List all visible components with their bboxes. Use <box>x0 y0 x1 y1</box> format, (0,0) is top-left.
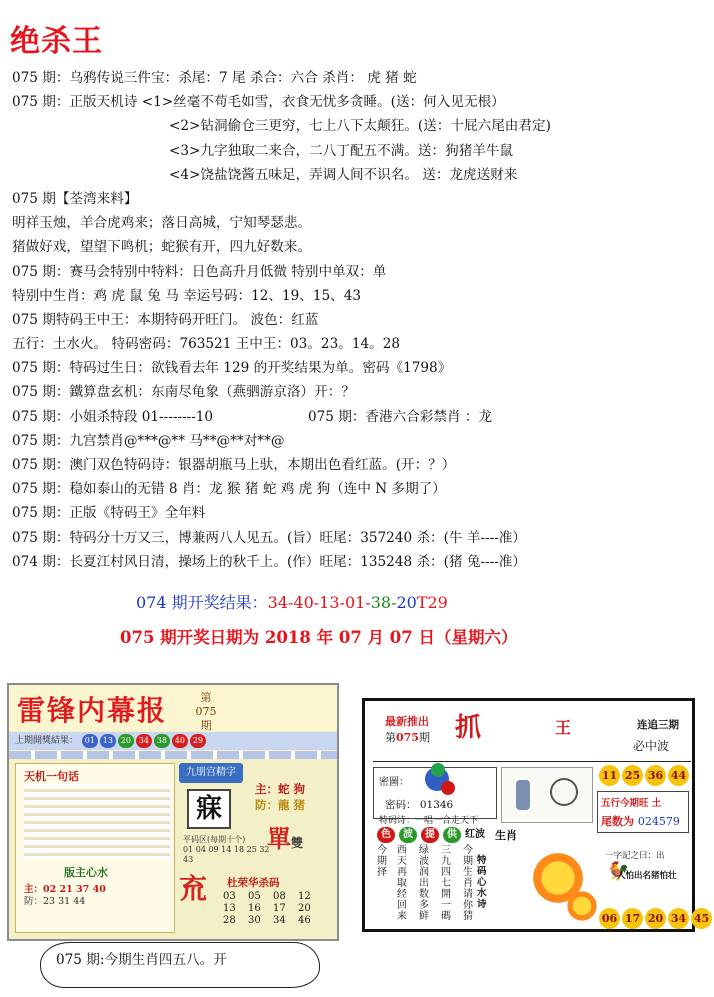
line-tianjishi <box>12 90 692 114</box>
zhua-title: 抓 <box>455 713 482 743</box>
line-taishan <box>12 477 692 501</box>
pingma <box>183 835 275 864</box>
tema-poem: 特码诗：一唱一合走天下 <box>379 816 479 826</box>
sha-number: 28 <box>223 915 236 926</box>
sha-number: 46 <box>298 915 311 926</box>
line-text: 明祥玉烛，羊合虎鸡来；落日高城，宁知琴瑟悲。 <box>12 215 312 232</box>
balls-label: 上期開獎結果： <box>15 736 79 746</box>
weishu-value: 024579 <box>637 815 680 828</box>
line-text: 075 期：正版《特码王》全年料 <box>12 505 206 522</box>
jiugong-char: 寐 <box>187 789 231 829</box>
ball-icon <box>441 781 455 795</box>
wuxing-label: 五行今期旺 土 <box>601 798 662 809</box>
weishu-label: 尾数为 <box>601 815 634 828</box>
line-quanwan-2 <box>12 235 692 259</box>
color-tags <box>377 825 485 843</box>
poem-column: 三九四七開一碼 <box>441 845 451 922</box>
tag: 色 <box>377 827 395 843</box>
result-ball: 40 <box>172 734 188 748</box>
xinshui-numbers <box>24 884 106 908</box>
result-ball: 13 <box>100 734 116 748</box>
tag-tail: 红波 <box>465 829 485 840</box>
figure-icon <box>516 780 530 810</box>
line-text: 075 期【荃湾来料】 <box>12 190 138 207</box>
line-text: 075 期：小姐杀特段 01--------10 <box>12 408 214 425</box>
line-text: 075 期特码王中王：本期特码开旺门。 波色：红蓝 <box>12 311 319 328</box>
divider <box>373 761 691 762</box>
line-text: <4>饶盐饶酱五味足，弄调人间不识名。 送：龙虎送财来 <box>169 166 518 183</box>
result-ball: 01 <box>82 734 98 748</box>
sha-grid <box>223 891 333 927</box>
line-text: 075 期：稳如泰山的无错 8 肖：龙 猴 猪 蛇 鸡 虎 狗（连中 N 多期了） <box>12 481 446 498</box>
line-text-right: 075 期：香港六合彩禁肖 ：龙 <box>308 408 493 425</box>
tianji-rows <box>24 784 170 860</box>
page-title: 绝杀王 <box>10 24 103 59</box>
line-text: 075 期：赛马会特别中特料：日色高升月低微 特别中单双：单 <box>12 263 387 280</box>
sha-number: 05 <box>248 891 261 902</box>
result-number: 38- <box>370 593 397 612</box>
result-number: 34- <box>267 593 294 612</box>
mitu-label: 密圖： <box>379 777 409 788</box>
issue-prefix: 第 <box>385 731 396 744</box>
main-zodiac <box>255 781 305 813</box>
tianji-box <box>15 763 175 933</box>
tema-xinshui: 特码心水诗 <box>477 855 487 910</box>
sha-number: 12 <box>298 891 311 902</box>
number-ball: 36 <box>645 765 666 786</box>
line-text: 075 期：正版天机诗 <1>丝毫不苟毛如雪，衣食无忧多贪睡。(送：何入见无根） <box>12 94 505 111</box>
sha-number: 17 <box>273 903 286 914</box>
line-temawang <box>12 501 692 525</box>
poem-column: 绿波润出数多鲜 <box>419 845 429 922</box>
line-text: 075 期：特码过生日：欲钱看去年 129 的开奖结果为单。密码《1798》 <box>12 360 452 377</box>
rooster-icon: 🐓 <box>607 861 630 882</box>
line-text: 075 期：澳门双色特码诗：银器胡瓶马上驮，本期出色看红蓝。(开：？） <box>12 457 456 473</box>
number-ball: 20 <box>645 908 666 929</box>
main-line: 主：蛇 狗 <box>255 782 306 796</box>
ren-label: 人怕出名猪怕壮 <box>617 871 677 881</box>
sha-title: 杜荣华杀码 <box>227 877 280 889</box>
line-075-wangwei <box>12 526 692 550</box>
sha-number: 13 <box>223 903 236 914</box>
line-shaweisanjianbao <box>12 66 692 90</box>
number-ball: 44 <box>668 765 689 786</box>
sha-number: 30 <box>248 915 261 926</box>
line-saimahui <box>12 260 692 284</box>
line-text: <2>钻洞偷仓三更穷，七上八下太颠狂。(送：十屁六尾由君定) <box>169 118 551 135</box>
zhu-numbers: 主：02 21 37 40 <box>24 884 106 895</box>
jiugong-label: 九朋宫精字 <box>179 763 243 783</box>
line-xiaojie <box>12 405 692 429</box>
number-ball: 17 <box>622 908 643 929</box>
number-ball: 06 <box>599 908 620 929</box>
result-number: 01- <box>344 593 371 612</box>
line-text: 075 期：鐵算盘玄机：东南尽龟象（燕驷游京洛）开：？ <box>12 384 355 401</box>
mima: 密码： 01346 <box>385 799 454 811</box>
issue-number: 075 <box>396 731 419 744</box>
line-tianjishi-3 <box>12 139 692 163</box>
line-text: 五行：土水火。 特码密码：763521 王中王：03。23。14。28 <box>12 336 401 353</box>
issue-suffix: 期 <box>418 731 430 744</box>
bubble-text: 075 期:今期生肖四五八。开 <box>56 952 227 968</box>
top-numbers <box>599 765 691 786</box>
line-tianjishi-2 <box>12 114 692 138</box>
ball-icon <box>431 763 445 777</box>
line-text: 075 期：乌鸦传说三件宝：杀尾：7 尾 杀合：六合 杀肖： 虎 猪 蛇 <box>12 70 417 86</box>
line-text: 074 期：长夏江村风日清，操场上的秋千上。(作）旺尾：135248 杀：(猪 兔----准） <box>12 553 526 570</box>
sha-number: 08 <box>273 891 286 902</box>
line-wangzhongwang <box>12 308 692 332</box>
number-ball: 34 <box>668 908 689 929</box>
draw-date: 075 期开奖日期为 2018 年 07 月 07 日（星期六） <box>120 628 518 647</box>
shuang: 雙 <box>291 836 304 850</box>
line-text: 猪做好戏，望望下鸣机；蛇猴有开，四九好数来。 <box>12 239 312 256</box>
lianzhui-label: 连追三期 <box>637 719 679 731</box>
sha-number: 03 <box>223 891 236 902</box>
last-result-balls <box>9 732 337 750</box>
tag: 供 <box>443 827 461 843</box>
panel-issue: 第075期 <box>195 691 217 732</box>
bizhong-label: 必中波 <box>633 739 670 753</box>
pingma-numbers: 01 04 09 14 18 25 32 43 <box>183 845 270 864</box>
shengxiao-label: 生肖 <box>495 829 517 842</box>
line-quanwan-1 <box>12 211 692 235</box>
decorative-strip <box>9 751 337 759</box>
draw-result <box>136 590 448 613</box>
section-title: 版主心水 <box>64 866 108 879</box>
dan: 單 <box>267 824 291 853</box>
line-074-wangwei <box>12 550 692 574</box>
wheel-icon <box>550 778 578 806</box>
line-text: 075 期：九宫禁肖@***@** 马**@**对**@ <box>12 432 285 449</box>
result-number: T29 <box>416 593 448 612</box>
number-ball: 25 <box>622 765 643 786</box>
result-ball: 29 <box>190 734 206 748</box>
starburst-icon <box>565 889 599 923</box>
line-text: 075 期：特码分十万又三，博兼两八人见五。(旨）旺尾：357240 杀：(牛 羊----准） <box>12 529 526 546</box>
fang-line: 防：龍 猪 <box>255 798 306 812</box>
result-ball: 34 <box>136 734 152 748</box>
issue-label <box>385 729 430 745</box>
line-jiugong <box>12 429 692 453</box>
sha-number: 16 <box>248 903 261 914</box>
zhuawang-panel <box>362 698 710 932</box>
result-number: 40- <box>293 593 320 612</box>
tag: 波 <box>399 827 417 843</box>
number-ball: 11 <box>599 765 620 786</box>
yizi-label: 一字記之曰：出 <box>605 851 665 861</box>
vertical-poem <box>377 845 527 927</box>
result-ball: 20 <box>118 734 134 748</box>
line-text: 特别中生肖：鸡 虎 鼠 兔 马 幸运号码：12、19、15、43 <box>12 287 362 304</box>
wang-title: 王 <box>555 718 572 737</box>
sha-number: 34 <box>273 915 286 926</box>
panel-title: 雷锋内幕报 <box>17 694 168 727</box>
line-aomen <box>12 453 692 477</box>
line-suanpan <box>12 380 692 404</box>
bottom-numbers <box>599 907 714 929</box>
right-info <box>179 763 333 933</box>
new-label: 最新推出 <box>385 715 429 728</box>
result-ball: 38 <box>154 734 170 748</box>
poem-column: 今期生肖请你猜 <box>463 845 473 922</box>
tag: 提 <box>421 827 439 843</box>
fang-numbers: 防：23 31 44 <box>24 896 86 907</box>
swirl-icon: 㐬 <box>179 872 208 905</box>
line-shengxiao-lucky <box>12 284 692 308</box>
line-wuxing <box>12 332 692 356</box>
content-lines <box>12 66 692 574</box>
line-text: <3>九字独取二来合，二八丁配五不满。送：狗猪羊牛鼠 <box>169 142 514 159</box>
result-number: 20 <box>396 593 417 612</box>
cart-illustration-icon <box>501 767 593 823</box>
poem-column: 今期择 <box>377 845 387 878</box>
line-shengri <box>12 356 692 380</box>
result-label: 074 期开奖结果： <box>136 593 268 612</box>
section-title: 天机一句话 <box>24 770 79 783</box>
result-number: 13- <box>319 593 345 612</box>
weishu-line <box>601 813 680 829</box>
line-quanwan-header <box>12 187 692 211</box>
number-ball: 45 <box>691 908 712 929</box>
leifeng-panel <box>7 683 339 941</box>
poem-column: 西天再取经回来 <box>397 845 407 922</box>
pingma-label: 平码区(每期十个) <box>183 835 246 844</box>
line-tianjishi-4 <box>12 163 692 187</box>
sha-number: 20 <box>298 903 311 914</box>
